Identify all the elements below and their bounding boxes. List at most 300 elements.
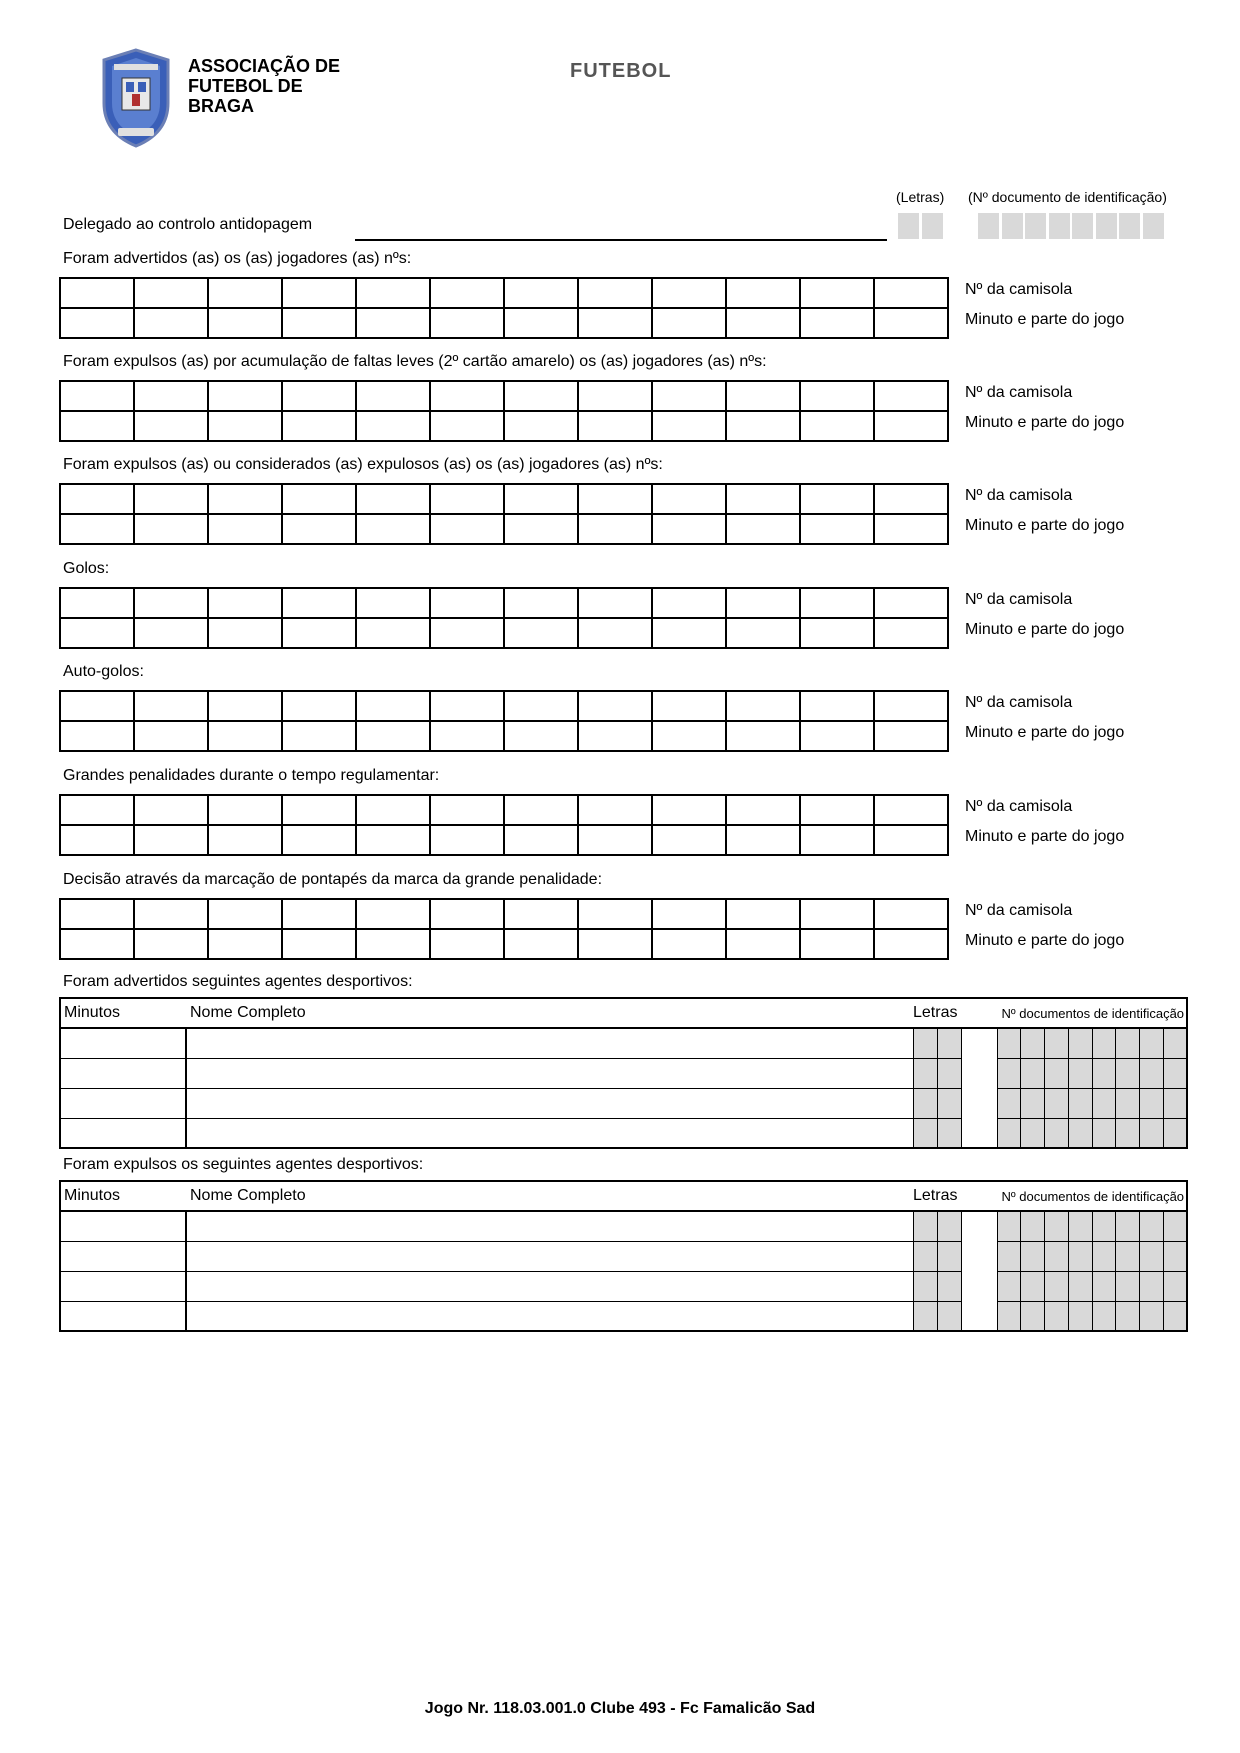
- minute-cell[interactable]: [578, 721, 652, 751]
- shirt-number-cell[interactable]: [504, 278, 578, 308]
- minute-cell[interactable]: [430, 308, 504, 338]
- shirt-number-cell[interactable]: [430, 588, 504, 618]
- minute-cell[interactable]: [726, 929, 800, 959]
- minute-cell[interactable]: [208, 721, 282, 751]
- minute-row: [60, 618, 948, 648]
- minute-cell[interactable]: [282, 618, 356, 648]
- shirt-number-cell[interactable]: [652, 899, 726, 929]
- minute-cell[interactable]: [726, 308, 800, 338]
- shirt-number-row: [60, 795, 948, 825]
- shirt-number-cell[interactable]: [726, 588, 800, 618]
- minute-cell[interactable]: [134, 514, 208, 544]
- agent-doc-cell[interactable]: [1140, 1028, 1164, 1058]
- agent-doc-cell[interactable]: [1045, 1241, 1069, 1271]
- shirt-number-cell[interactable]: [652, 484, 726, 514]
- agent-doc-cell[interactable]: [1116, 1241, 1140, 1271]
- shirt-number-cell[interactable]: [800, 278, 874, 308]
- shirt-number-cell[interactable]: [134, 899, 208, 929]
- agent-doc-cell[interactable]: [1021, 1301, 1045, 1331]
- shirt-number-cell[interactable]: [874, 899, 948, 929]
- shirt-number-cell[interactable]: [800, 381, 874, 411]
- section-title: Grandes penalidades durante o tempo regulamentar:: [63, 767, 440, 784]
- delegate-doc-box[interactable]: [1119, 213, 1140, 239]
- minute-cell[interactable]: [356, 308, 430, 338]
- agent-doc-cell[interactable]: [1140, 1271, 1164, 1301]
- shirt-number-cell[interactable]: [652, 278, 726, 308]
- minute-cell[interactable]: [726, 618, 800, 648]
- shirt-number-cell[interactable]: [208, 691, 282, 721]
- agent-name-cell[interactable]: [186, 1088, 913, 1118]
- agent-doc-cell[interactable]: [1021, 1241, 1045, 1271]
- minute-cell[interactable]: [134, 308, 208, 338]
- agent-letter-cell[interactable]: [937, 1271, 961, 1301]
- agent-minute-cell[interactable]: [60, 1241, 186, 1271]
- shirt-number-cell[interactable]: [134, 484, 208, 514]
- agent-doc-cell[interactable]: [1021, 1271, 1045, 1301]
- agent-doc-cell[interactable]: [1163, 1301, 1187, 1331]
- minute-cell[interactable]: [356, 825, 430, 855]
- minute-cell[interactable]: [504, 514, 578, 544]
- agent-doc-cell[interactable]: [1092, 1211, 1116, 1241]
- agent-doc-cell[interactable]: [1163, 1211, 1187, 1241]
- shirt-number-cell[interactable]: [726, 278, 800, 308]
- shirt-number-cell[interactable]: [60, 278, 134, 308]
- minute-cell[interactable]: [504, 618, 578, 648]
- agent-doc-cell[interactable]: [1068, 1271, 1092, 1301]
- shirt-number-cell[interactable]: [208, 899, 282, 929]
- minute-cell[interactable]: [208, 929, 282, 959]
- shirt-number-cell[interactable]: [726, 899, 800, 929]
- minute-cell[interactable]: [800, 929, 874, 959]
- agent-doc-cell[interactable]: [1163, 1241, 1187, 1271]
- agent-letter-cell[interactable]: [937, 1058, 961, 1088]
- agent-doc-cell[interactable]: [1068, 1211, 1092, 1241]
- minute-cell[interactable]: [208, 618, 282, 648]
- shirt-number-cell[interactable]: [282, 278, 356, 308]
- agent-doc-cell[interactable]: [1163, 1271, 1187, 1301]
- agent-letter-cell[interactable]: [913, 1118, 937, 1148]
- agent-minute-cell[interactable]: [60, 1211, 186, 1241]
- agent-doc-cell[interactable]: [1021, 1118, 1045, 1148]
- doc-caption: (Nº documento de identificação): [968, 189, 1167, 205]
- shirt-number-cell[interactable]: [208, 795, 282, 825]
- agent-letter-cell[interactable]: [913, 1211, 937, 1241]
- agent-doc-cell[interactable]: [1045, 1058, 1069, 1088]
- minute-cell[interactable]: [430, 929, 504, 959]
- minute-cell[interactable]: [504, 411, 578, 441]
- minute-cell[interactable]: [504, 825, 578, 855]
- agent-letter-cell[interactable]: [913, 1241, 937, 1271]
- agent-doc-cell[interactable]: [1092, 1301, 1116, 1331]
- minute-cell[interactable]: [60, 721, 134, 751]
- agent-doc-cell[interactable]: [997, 1271, 1021, 1301]
- minute-cell[interactable]: [356, 721, 430, 751]
- agent-doc-cell[interactable]: [1163, 1058, 1187, 1088]
- agent-doc-cell[interactable]: [1140, 1118, 1164, 1148]
- minute-cell[interactable]: [282, 308, 356, 338]
- section-title: Decisão através da marcação de pontapés da marca da grande penalidade:: [63, 871, 603, 888]
- agent-letter-cell[interactable]: [937, 1211, 961, 1241]
- agent-doc-cell[interactable]: [1068, 1241, 1092, 1271]
- shirt-number-cell[interactable]: [874, 691, 948, 721]
- shirt-number-cell[interactable]: [356, 795, 430, 825]
- agent-doc-cell[interactable]: [997, 1058, 1021, 1088]
- shirt-number-cell[interactable]: [60, 899, 134, 929]
- agent-letter-cell[interactable]: [913, 1058, 937, 1088]
- agent-doc-cell[interactable]: [1163, 1028, 1187, 1058]
- shirt-number-cell[interactable]: [504, 588, 578, 618]
- delegate-letter-box[interactable]: [922, 213, 943, 239]
- minute-cell[interactable]: [504, 308, 578, 338]
- shirt-number-cell[interactable]: [282, 691, 356, 721]
- agent-doc-cell[interactable]: [1092, 1028, 1116, 1058]
- shirt-number-cell[interactable]: [874, 484, 948, 514]
- minute-cell[interactable]: [430, 721, 504, 751]
- minute-cell[interactable]: [282, 411, 356, 441]
- minute-cell[interactable]: [60, 929, 134, 959]
- agent-doc-cell[interactable]: [1068, 1058, 1092, 1088]
- shirt-number-label: Nº da camisola: [965, 902, 1073, 919]
- minute-cell[interactable]: [652, 308, 726, 338]
- agent-doc-cell[interactable]: [997, 1241, 1021, 1271]
- minute-cell[interactable]: [726, 721, 800, 751]
- minute-cell[interactable]: [208, 308, 282, 338]
- agents-section-title: Foram expulsos os seguintes agentes desportivos:: [63, 1156, 424, 1173]
- minute-cell[interactable]: [134, 721, 208, 751]
- shirt-number-cell[interactable]: [578, 795, 652, 825]
- minute-label: Minuto e parte do jogo: [965, 828, 1125, 845]
- spacer-cell: [961, 1118, 997, 1148]
- shirt-number-cell[interactable]: [282, 381, 356, 411]
- agent-doc-cell[interactable]: [1116, 1088, 1140, 1118]
- shirt-number-cell[interactable]: [208, 278, 282, 308]
- minute-cell[interactable]: [578, 825, 652, 855]
- minute-cell[interactable]: [356, 618, 430, 648]
- agent-doc-cell[interactable]: [1092, 1088, 1116, 1118]
- agent-doc-cell[interactable]: [1116, 1058, 1140, 1088]
- minute-cell[interactable]: [282, 721, 356, 751]
- shirt-number-cell[interactable]: [578, 381, 652, 411]
- minute-cell[interactable]: [504, 929, 578, 959]
- agent-doc-cell[interactable]: [1045, 1088, 1069, 1118]
- shirt-number-cell[interactable]: [282, 588, 356, 618]
- delegate-doc-box[interactable]: [1002, 213, 1023, 239]
- delegate-doc-box[interactable]: [978, 213, 999, 239]
- agent-name-cell[interactable]: [186, 1271, 913, 1301]
- shirt-number-label: Nº da camisola: [965, 487, 1073, 504]
- shirt-number-cell[interactable]: [800, 484, 874, 514]
- minute-cell[interactable]: [282, 929, 356, 959]
- agent-doc-cell[interactable]: [1163, 1088, 1187, 1118]
- shirt-number-cell[interactable]: [356, 899, 430, 929]
- shirt-number-cell[interactable]: [578, 899, 652, 929]
- minute-cell[interactable]: [430, 514, 504, 544]
- minute-cell[interactable]: [800, 825, 874, 855]
- shirt-number-cell[interactable]: [874, 278, 948, 308]
- agent-doc-cell[interactable]: [997, 1088, 1021, 1118]
- shirt-number-cell[interactable]: [726, 484, 800, 514]
- agent-doc-cell[interactable]: [1021, 1088, 1045, 1118]
- agent-doc-cell[interactable]: [1092, 1118, 1116, 1148]
- minute-cell[interactable]: [134, 929, 208, 959]
- player-grid: [59, 380, 949, 442]
- shirt-number-cell[interactable]: [134, 381, 208, 411]
- shirt-number-cell[interactable]: [652, 381, 726, 411]
- minute-cell[interactable]: [430, 618, 504, 648]
- minute-cell[interactable]: [578, 929, 652, 959]
- agent-doc-cell[interactable]: [1045, 1118, 1069, 1148]
- agent-doc-cell[interactable]: [1116, 1028, 1140, 1058]
- agent-letter-cell[interactable]: [937, 1118, 961, 1148]
- minute-cell[interactable]: [652, 514, 726, 544]
- shirt-number-cell[interactable]: [578, 278, 652, 308]
- col-name: Nome Completo: [186, 1181, 913, 1211]
- agent-doc-cell[interactable]: [1045, 1301, 1069, 1331]
- minute-cell[interactable]: [726, 514, 800, 544]
- minute-cell[interactable]: [578, 308, 652, 338]
- agent-minute-cell[interactable]: [60, 1118, 186, 1148]
- shirt-number-cell[interactable]: [430, 795, 504, 825]
- minute-cell[interactable]: [726, 411, 800, 441]
- agent-row: [60, 1118, 1187, 1148]
- minute-cell[interactable]: [800, 618, 874, 648]
- shirt-number-cell[interactable]: [282, 484, 356, 514]
- agent-name-cell[interactable]: [186, 1028, 913, 1058]
- agent-doc-cell[interactable]: [1140, 1058, 1164, 1088]
- shirt-number-cell[interactable]: [60, 381, 134, 411]
- minute-cell[interactable]: [652, 618, 726, 648]
- shirt-number-cell[interactable]: [726, 381, 800, 411]
- minute-cell[interactable]: [874, 618, 948, 648]
- delegate-doc-box[interactable]: [1049, 213, 1070, 239]
- shirt-number-cell[interactable]: [60, 691, 134, 721]
- minute-cell[interactable]: [134, 825, 208, 855]
- shirt-number-cell[interactable]: [874, 795, 948, 825]
- agent-minute-cell[interactable]: [60, 1271, 186, 1301]
- minute-cell[interactable]: [874, 514, 948, 544]
- shirt-number-cell[interactable]: [356, 588, 430, 618]
- shirt-number-cell[interactable]: [134, 795, 208, 825]
- agent-letter-cell[interactable]: [937, 1088, 961, 1118]
- agent-doc-cell[interactable]: [1140, 1088, 1164, 1118]
- shirt-number-cell[interactable]: [430, 484, 504, 514]
- agent-doc-cell[interactable]: [1092, 1058, 1116, 1088]
- shirt-number-cell[interactable]: [430, 278, 504, 308]
- minute-cell[interactable]: [356, 929, 430, 959]
- agent-letter-cell[interactable]: [937, 1301, 961, 1331]
- shirt-number-cell[interactable]: [504, 484, 578, 514]
- player-grid: [59, 794, 949, 856]
- agent-letter-cell[interactable]: [913, 1088, 937, 1118]
- minute-cell[interactable]: [874, 929, 948, 959]
- agent-doc-cell[interactable]: [1140, 1241, 1164, 1271]
- agent-name-cell[interactable]: [186, 1301, 913, 1331]
- agent-doc-cell[interactable]: [1140, 1301, 1164, 1331]
- agent-letter-cell[interactable]: [913, 1271, 937, 1301]
- shirt-number-cell[interactable]: [208, 381, 282, 411]
- agent-doc-cell[interactable]: [1068, 1301, 1092, 1331]
- shirt-number-cell[interactable]: [60, 795, 134, 825]
- agent-doc-cell[interactable]: [1068, 1028, 1092, 1058]
- minute-cell[interactable]: [652, 825, 726, 855]
- agent-doc-cell[interactable]: [1021, 1028, 1045, 1058]
- minute-cell[interactable]: [60, 411, 134, 441]
- shirt-number-cell[interactable]: [726, 691, 800, 721]
- shirt-number-cell[interactable]: [282, 899, 356, 929]
- minute-cell[interactable]: [356, 411, 430, 441]
- agent-doc-cell[interactable]: [997, 1118, 1021, 1148]
- minute-cell[interactable]: [726, 825, 800, 855]
- minute-row: [60, 721, 948, 751]
- agent-doc-cell[interactable]: [997, 1301, 1021, 1331]
- minute-cell[interactable]: [60, 618, 134, 648]
- minute-row: [60, 514, 948, 544]
- delegate-doc-box[interactable]: [1072, 213, 1093, 239]
- shirt-number-cell[interactable]: [60, 484, 134, 514]
- minute-cell[interactable]: [578, 411, 652, 441]
- minute-cell[interactable]: [60, 308, 134, 338]
- agent-doc-cell[interactable]: [1045, 1028, 1069, 1058]
- delegate-doc-box[interactable]: [1025, 213, 1046, 239]
- agent-doc-cell[interactable]: [1092, 1241, 1116, 1271]
- agent-letter-cell[interactable]: [913, 1301, 937, 1331]
- agent-doc-cell[interactable]: [997, 1211, 1021, 1241]
- minute-cell[interactable]: [60, 514, 134, 544]
- minute-cell[interactable]: [578, 618, 652, 648]
- player-grid: [59, 690, 949, 752]
- delegate-signature-line[interactable]: [355, 239, 887, 241]
- agent-doc-cell[interactable]: [1021, 1211, 1045, 1241]
- minute-cell[interactable]: [874, 825, 948, 855]
- shirt-number-cell[interactable]: [652, 795, 726, 825]
- minute-label: Minuto e parte do jogo: [965, 724, 1125, 741]
- shirt-number-cell[interactable]: [578, 484, 652, 514]
- delegate-doc-box[interactable]: [1096, 213, 1117, 239]
- minute-cell[interactable]: [800, 308, 874, 338]
- agent-letter-cell[interactable]: [937, 1241, 961, 1271]
- agent-letter-cell[interactable]: [937, 1028, 961, 1058]
- minute-cell[interactable]: [874, 721, 948, 751]
- agent-minute-cell[interactable]: [60, 1301, 186, 1331]
- minute-cell[interactable]: [282, 825, 356, 855]
- agent-row: [60, 1088, 1187, 1118]
- minute-cell[interactable]: [356, 514, 430, 544]
- shirt-number-cell[interactable]: [430, 691, 504, 721]
- shirt-number-cell[interactable]: [578, 588, 652, 618]
- shirt-number-label: Nº da camisola: [965, 591, 1073, 608]
- agent-doc-cell[interactable]: [1092, 1271, 1116, 1301]
- agent-letter-cell[interactable]: [913, 1028, 937, 1058]
- player-grid: [59, 587, 949, 649]
- shirt-number-cell[interactable]: [504, 795, 578, 825]
- shirt-number-cell[interactable]: [208, 588, 282, 618]
- agent-minute-cell[interactable]: [60, 1028, 186, 1058]
- agent-doc-cell[interactable]: [1163, 1118, 1187, 1148]
- shirt-number-cell[interactable]: [430, 899, 504, 929]
- agent-doc-cell[interactable]: [1068, 1088, 1092, 1118]
- shirt-number-cell[interactable]: [504, 899, 578, 929]
- shirt-number-cell[interactable]: [134, 588, 208, 618]
- footer-match-info: Jogo Nr. 118.03.001.0 Clube 493 - Fc Famalicão Sad: [424, 1700, 816, 1717]
- shirt-number-row: [60, 899, 948, 929]
- agent-doc-cell[interactable]: [1116, 1301, 1140, 1331]
- agent-name-cell[interactable]: [186, 1241, 913, 1271]
- minute-cell[interactable]: [134, 411, 208, 441]
- shirt-number-cell[interactable]: [134, 691, 208, 721]
- minute-cell[interactable]: [800, 721, 874, 751]
- shirt-number-cell[interactable]: [652, 588, 726, 618]
- agent-doc-cell[interactable]: [1021, 1058, 1045, 1088]
- agent-doc-cell[interactable]: [1140, 1211, 1164, 1241]
- agent-minute-cell[interactable]: [60, 1088, 186, 1118]
- minute-cell[interactable]: [652, 929, 726, 959]
- minute-cell[interactable]: [208, 411, 282, 441]
- minute-cell[interactable]: [874, 308, 948, 338]
- shirt-number-cell[interactable]: [134, 278, 208, 308]
- shirt-number-cell[interactable]: [60, 588, 134, 618]
- shirt-number-cell[interactable]: [356, 484, 430, 514]
- minute-cell[interactable]: [652, 411, 726, 441]
- agent-minute-cell[interactable]: [60, 1058, 186, 1088]
- shirt-number-cell[interactable]: [874, 588, 948, 618]
- shirt-number-cell[interactable]: [430, 381, 504, 411]
- minute-cell[interactable]: [134, 618, 208, 648]
- minute-cell[interactable]: [504, 721, 578, 751]
- minute-cell[interactable]: [208, 514, 282, 544]
- shirt-number-cell[interactable]: [504, 381, 578, 411]
- minute-cell[interactable]: [800, 514, 874, 544]
- shirt-number-cell[interactable]: [652, 691, 726, 721]
- agent-doc-cell[interactable]: [1045, 1271, 1069, 1301]
- agent-name-cell[interactable]: [186, 1058, 913, 1088]
- agent-doc-cell[interactable]: [1045, 1211, 1069, 1241]
- agent-doc-cell[interactable]: [1116, 1271, 1140, 1301]
- minute-cell[interactable]: [282, 514, 356, 544]
- shirt-number-cell[interactable]: [356, 381, 430, 411]
- agent-doc-cell[interactable]: [1116, 1211, 1140, 1241]
- shirt-number-cell[interactable]: [356, 278, 430, 308]
- shirt-number-cell[interactable]: [800, 795, 874, 825]
- shirt-number-cell[interactable]: [800, 691, 874, 721]
- player-grid: [59, 483, 949, 545]
- minute-cell[interactable]: [60, 825, 134, 855]
- agent-doc-cell[interactable]: [1068, 1118, 1092, 1148]
- minute-cell[interactable]: [652, 721, 726, 751]
- shirt-number-cell[interactable]: [800, 899, 874, 929]
- shirt-number-cell[interactable]: [356, 691, 430, 721]
- shirt-number-cell[interactable]: [578, 691, 652, 721]
- agent-name-cell[interactable]: [186, 1118, 913, 1148]
- shirt-number-cell[interactable]: [208, 484, 282, 514]
- delegate-letter-box[interactable]: [898, 213, 919, 239]
- shirt-number-cell[interactable]: [282, 795, 356, 825]
- minute-cell[interactable]: [578, 514, 652, 544]
- minute-cell[interactable]: [430, 411, 504, 441]
- minute-cell[interactable]: [430, 825, 504, 855]
- delegate-doc-box[interactable]: [1143, 213, 1164, 239]
- minute-cell[interactable]: [800, 411, 874, 441]
- shirt-number-cell[interactable]: [504, 691, 578, 721]
- minute-cell[interactable]: [208, 825, 282, 855]
- minute-cell[interactable]: [874, 411, 948, 441]
- agent-name-cell[interactable]: [186, 1211, 913, 1241]
- shirt-number-cell[interactable]: [874, 381, 948, 411]
- agent-doc-cell[interactable]: [1116, 1118, 1140, 1148]
- agent-doc-cell[interactable]: [997, 1028, 1021, 1058]
- shirt-number-cell[interactable]: [800, 588, 874, 618]
- spacer-cell: [961, 1211, 997, 1241]
- shirt-number-cell[interactable]: [726, 795, 800, 825]
